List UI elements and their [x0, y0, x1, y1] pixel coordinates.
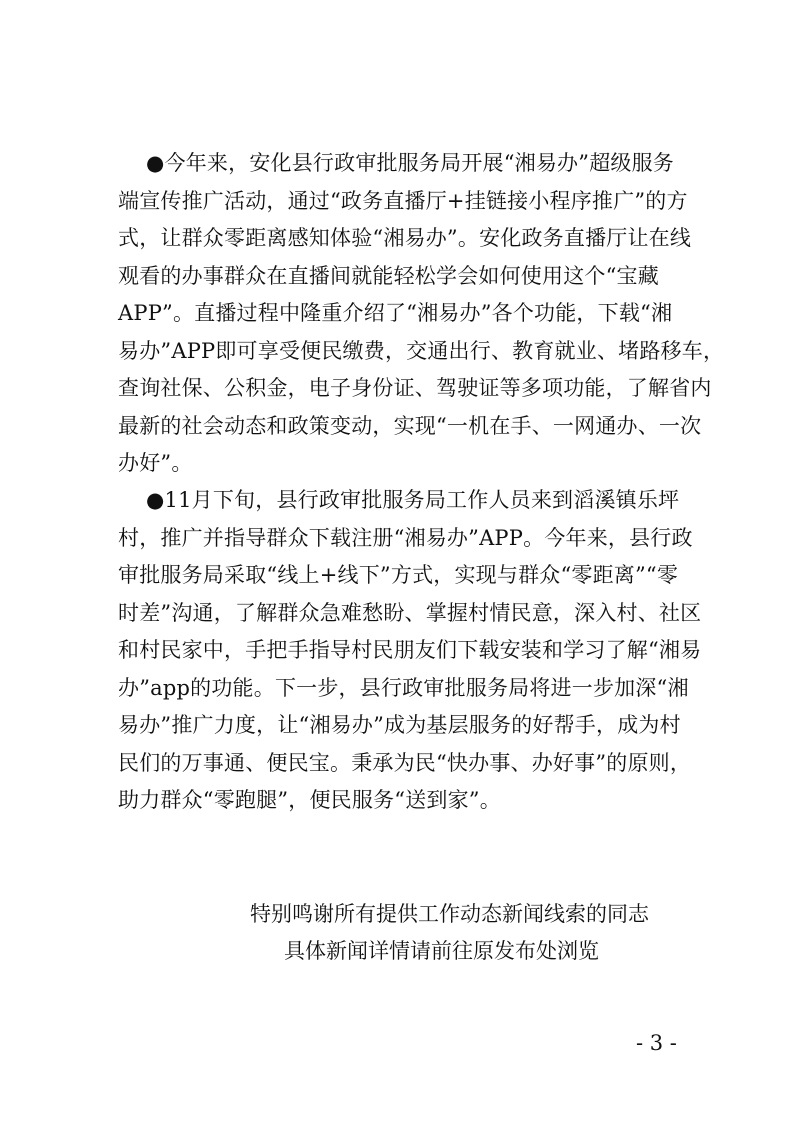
text-line: 观看的办事群众在直播间就能轻松学会如何使用这个“宝藏 — [118, 263, 659, 288]
text-line: 审批服务局采取“线上+线下”方式，实现与群众“零距离”“零 — [118, 563, 679, 587]
text-line: 时差”沟通，了解群众急难愁盼、掌握村情民意，深入村、社区 — [118, 600, 702, 625]
text-line: 办”app的功能。下一步，县行政审批服务局将进一步加深“湘 — [118, 675, 689, 700]
text-line: 民们的万事通、便民宝。秉承为民“快办事、办好事”的原则， — [118, 750, 692, 775]
text-line: ●今年来，安化县行政审批服务局开展“湘易办”超级服务 — [146, 151, 674, 175]
text-line: 最新的社会动态和政策变动，实现“一机在手、一网通办、一次 — [118, 413, 702, 438]
text-line: 村，推广并指导群众下载注册“湘易办”APP。今年来，县行政 — [118, 525, 693, 550]
text-line: APP”。直播过程中隆重介绍了“湘易办”各个功能，下载“湘 — [118, 301, 673, 325]
text-line: 端宣传推广活动，通过“政务直播厅+挂链接小程序推广”的方 — [118, 188, 688, 213]
text-line: ●11月下旬，县行政审批服务局工作人员来到滔溪镇乐坪 — [146, 488, 680, 512]
acknowledgement-source-note: 具体新闻详情请前往原发布处浏览 — [284, 939, 599, 963]
text-line: 易办”推广力度，让“湘易办”成为基层服务的好帮手，成为村 — [118, 713, 681, 737]
text-line: 易办”APP即可享受便民缴费，交通出行、教育就业、堵路移车， — [118, 338, 725, 363]
text-line: 和村民家中，手把手指导村民朋友们下载安装和学习了解“湘易 — [118, 638, 702, 662]
acknowledgement-thanks: 特别鸣谢所有提供工作动态新闻线索的同志 — [250, 902, 649, 926]
text-line: 办好”。 — [118, 451, 193, 475]
text-line: 助力群众“零跑腿”，便民服务“送到家”。 — [118, 788, 501, 812]
text-line: 式，让群众零距离感知体验“湘易办”。安化政务直播厅让在线 — [118, 226, 692, 250]
text-line: 查询社保、公积金，电子身份证、驾驶证等多项功能，了解省内 — [118, 376, 712, 400]
page-number: - 3 - — [636, 1031, 677, 1055]
